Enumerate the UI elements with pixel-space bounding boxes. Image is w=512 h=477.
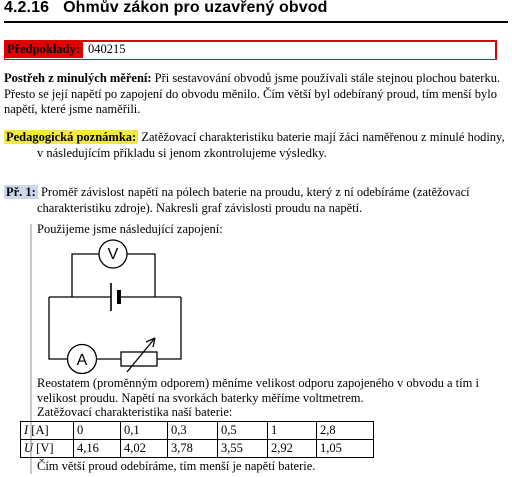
wire-left: [49, 297, 67, 359]
rheostat-text-line2: velikost proudu. Napětí na svorkách baterky měříme voltmetrem.: [37, 391, 364, 405]
table-row-current: [21, 422, 374, 440]
voltmeter-wire-right: [127, 254, 155, 297]
voltmeter-wire-left: [72, 254, 99, 297]
example-label: Př. 1:: [6, 185, 36, 199]
table-cell: 1,05: [317, 440, 374, 458]
voltage-header-cell: U [V]: [21, 440, 74, 458]
section-title: Ohmův zákon pro uzavřený obvod: [63, 0, 328, 16]
prerequisites-value: 040215: [88, 42, 126, 56]
heading-rule: [4, 21, 508, 23]
example-line1: [4, 185, 470, 201]
observation-label: Postřeh z minulých měření:: [4, 71, 152, 85]
circuit-diagram: [35, 239, 195, 374]
solution-intro: Použijeme jsme následující zapojení:: [37, 222, 223, 236]
table-cell: 4,02: [121, 440, 168, 458]
rheostat-resistor: [121, 352, 157, 366]
table-caption: Zatěžovací charakteristika naší baterie:: [37, 405, 233, 419]
pedagogical-note-line2: v následujícím příkladu si jenom zkontrolujeme výsledky.: [37, 146, 327, 160]
section-number: 4.2.16: [4, 0, 50, 16]
table-cell: 2,92: [268, 440, 317, 458]
example-text1: Proměř závislost napětí na pólech baterie na proudu, který z ní odebíráme (zatěžovací: [37, 185, 470, 199]
table-row-voltage: [21, 440, 374, 458]
table-cell: 3,78: [168, 440, 218, 458]
observation-text: Při sestavování obvodů jsme používali stále stejnou plochou baterku. Přesto se její napětí po zapojení do obvodu měnilo. Čím větší byl odebíraný proud, tím menší bylo napětí, které jsme naměřili.: [4, 71, 501, 116]
rheostat-text-line1: Reostatem (proměnným odporem) měníme velikost odporu zapojeného v obvodu a tím i: [37, 376, 479, 390]
table-cell: 2,8: [317, 422, 374, 440]
conclusion-text: Čím větší proud odebíráme, tím menší je napětí baterie.: [37, 459, 316, 473]
observation-paragraph: [4, 71, 506, 118]
table-cell: 3,55: [218, 440, 268, 458]
table-cell: 1: [268, 422, 317, 440]
prerequisites-label: Předpoklady:: [4, 40, 83, 58]
table-cell: 0,5: [218, 422, 268, 440]
rheostat-arrow: [127, 338, 155, 372]
table-cell: 4,16: [74, 440, 121, 458]
ammeter-symbol: A: [76, 352, 88, 369]
page-heading: [4, 0, 327, 17]
characteristic-table: [20, 421, 374, 458]
pedagogical-note-label: Pedagogická poznámka:: [6, 130, 137, 144]
table-cell: 0,1: [121, 422, 168, 440]
pedagogical-note-text1: Zatěžovací charakteristiku baterie mají žáci naměřenou z minulé hodiny,: [138, 130, 505, 144]
table-cell: 0: [74, 422, 121, 440]
pedagogical-note-line1: [4, 130, 505, 146]
wire-right: [157, 297, 181, 359]
current-header-cell: I [A]: [21, 422, 74, 440]
voltmeter-symbol: V: [107, 246, 119, 263]
table-cell: 0,3: [168, 422, 218, 440]
example-line2: charakteristiku zdroje). Nakresli graf závislosti proudu na napětí.: [37, 201, 363, 215]
